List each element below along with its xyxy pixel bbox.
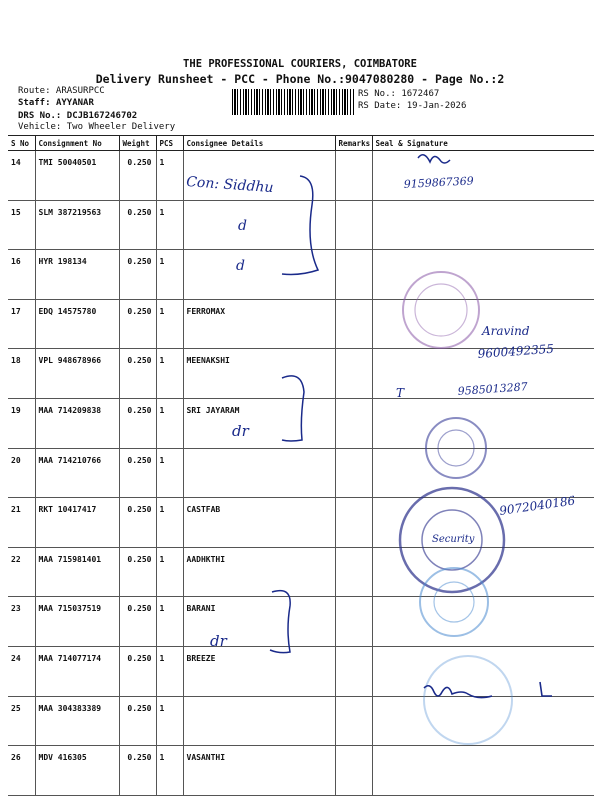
col-header-seal: Seal & Signature	[372, 136, 594, 151]
col-header-remarks: Remarks	[335, 136, 372, 151]
cell-seal-signature	[372, 299, 594, 349]
col-header-sno: S No	[8, 136, 35, 151]
cell-seal-signature	[372, 696, 594, 746]
cell-weight: 0.250	[119, 200, 156, 250]
table-row	[8, 547, 594, 597]
cell-consignee	[183, 448, 335, 498]
staff-label: Staff:	[18, 98, 51, 108]
cell-pcs: 1	[156, 151, 183, 201]
cell-weight: 0.250	[119, 547, 156, 597]
name-handwriting: Aravind	[482, 324, 530, 338]
cell-sno: 19	[8, 398, 35, 448]
cell-sno: 18	[8, 349, 35, 399]
table-row	[8, 597, 594, 647]
rs-number: RS No.: 1672467	[358, 89, 440, 99]
cell-consignment-no: MAA 304383389	[35, 696, 119, 746]
cell-pcs: 1	[156, 547, 183, 597]
table-row	[8, 448, 594, 498]
cell-consignee: FERROMAX	[183, 299, 335, 349]
rs-date: RS Date: 19-Jan-2026	[358, 101, 467, 111]
cell-consignee: MEENAKSHI	[183, 349, 335, 399]
stamp-security-text: Security	[432, 534, 475, 545]
initial-mark: dr	[210, 632, 227, 650]
cell-remarks	[335, 398, 372, 448]
cell-seal-signature	[372, 547, 594, 597]
table-row	[8, 746, 594, 796]
cell-pcs: 1	[156, 250, 183, 300]
cell-sno: 16	[8, 250, 35, 300]
cell-consignment-no: MAA 714077174	[35, 646, 119, 696]
initial-mark: d	[238, 218, 247, 234]
staff-value: AYYANAR	[55, 98, 94, 108]
cell-seal-signature	[372, 646, 594, 696]
cell-remarks	[335, 448, 372, 498]
cell-weight: 0.250	[119, 398, 156, 448]
cell-sno: 22	[8, 547, 35, 597]
cell-consignment-no: MAA 714209838	[35, 398, 119, 448]
cell-seal-signature	[372, 448, 594, 498]
cell-weight: 0.250	[119, 250, 156, 300]
cell-sno: 20	[8, 448, 35, 498]
table-row	[8, 151, 594, 201]
col-header-weight: Weight	[119, 136, 156, 151]
cell-weight: 0.250	[119, 597, 156, 647]
cell-pcs: 1	[156, 200, 183, 250]
cell-consignee	[183, 200, 335, 250]
cell-consignee: VASANTHI	[183, 746, 335, 796]
col-header-consignment: Consignment No	[35, 136, 119, 151]
cell-weight: 0.250	[119, 498, 156, 548]
cell-consignment-no: EDQ 14575780	[35, 299, 119, 349]
cell-pcs: 1	[156, 349, 183, 399]
cell-remarks	[335, 746, 372, 796]
cell-consignee: BARANI	[183, 597, 335, 647]
table-row	[8, 696, 594, 746]
cell-seal-signature	[372, 349, 594, 399]
phone-handwriting-1: 9159867369	[403, 174, 475, 191]
cell-remarks	[335, 498, 372, 548]
table-row	[8, 349, 594, 399]
cell-seal-signature	[372, 398, 594, 448]
cell-consignee	[183, 696, 335, 746]
phone-handwriting-3: 9585013287	[457, 380, 529, 398]
cell-pcs: 1	[156, 646, 183, 696]
cell-weight: 0.250	[119, 696, 156, 746]
cell-consignment-no: VPL 948678966	[35, 349, 119, 399]
phone-handwriting-4: 9072040186	[498, 493, 577, 518]
drs-label: DRS No.:	[18, 111, 62, 121]
cell-seal-signature	[372, 498, 594, 548]
cell-weight: 0.250	[119, 448, 156, 498]
cell-pcs: 1	[156, 746, 183, 796]
table-row	[8, 498, 594, 548]
company-title: THE PROFESSIONAL COURIERS, COIMBATORE	[183, 58, 417, 70]
cell-weight: 0.250	[119, 646, 156, 696]
table-row	[8, 299, 594, 349]
cell-consignee: SRI JAYARAM	[183, 398, 335, 448]
cell-seal-signature	[372, 746, 594, 796]
initial-mark: d	[236, 258, 245, 274]
cell-weight: 0.250	[119, 151, 156, 201]
cell-sno: 23	[8, 597, 35, 647]
cell-remarks	[335, 151, 372, 201]
delivery-table	[8, 135, 594, 796]
cell-sno: 24	[8, 646, 35, 696]
cell-remarks	[335, 250, 372, 300]
cell-remarks	[335, 200, 372, 250]
cell-seal-signature	[372, 151, 594, 201]
cell-consignment-no: RKT 10417417	[35, 498, 119, 548]
drs-row	[18, 111, 137, 121]
initial-mark: dr	[232, 422, 249, 440]
table-header-row	[8, 136, 594, 151]
runsheet-subtitle: Delivery Runsheet - PCC - Phone No.:9047080280 - Page No.:2	[95, 72, 505, 86]
route-label: Route: ARASURPCC	[18, 86, 105, 96]
cell-remarks	[335, 646, 372, 696]
drs-value: DCJB167246702	[66, 111, 138, 121]
cell-consignee	[183, 250, 335, 300]
cell-pcs: 1	[156, 498, 183, 548]
vehicle-label: Vehicle: Two Wheeler Delivery	[18, 122, 176, 132]
barcode-image	[232, 89, 354, 115]
cell-sno: 21	[8, 498, 35, 548]
cell-consignment-no: MAA 715981401	[35, 547, 119, 597]
cell-pcs: 1	[156, 696, 183, 746]
cell-sno: 14	[8, 151, 35, 201]
cell-sno: 26	[8, 746, 35, 796]
cell-consignment-no: SLM 387219563	[35, 200, 119, 250]
cell-consignee: BREEZE	[183, 646, 335, 696]
cell-consignment-no: HYR 198134	[35, 250, 119, 300]
phone-handwriting-2: 9600492355	[477, 341, 555, 361]
cell-consignee: CASTFAB	[183, 498, 335, 548]
cell-consignment-no: MAA 715037519	[35, 597, 119, 647]
cell-sno: 17	[8, 299, 35, 349]
cell-pcs: 1	[156, 597, 183, 647]
cell-remarks	[335, 696, 372, 746]
table-row	[8, 398, 594, 448]
cell-seal-signature	[372, 200, 594, 250]
cell-pcs: 1	[156, 299, 183, 349]
cell-remarks	[335, 349, 372, 399]
cell-weight: 0.250	[119, 349, 156, 399]
cell-seal-signature	[372, 597, 594, 647]
cell-seal-signature	[372, 250, 594, 300]
cell-consignee	[183, 151, 335, 201]
cell-pcs: 1	[156, 448, 183, 498]
table-row	[8, 250, 594, 300]
signature-mark: T	[396, 386, 405, 400]
table-row	[8, 200, 594, 250]
cell-pcs: 1	[156, 398, 183, 448]
cell-consignment-no: MDV 416305	[35, 746, 119, 796]
cell-remarks	[335, 547, 372, 597]
table-row	[8, 646, 594, 696]
cell-remarks	[335, 597, 372, 647]
cell-remarks	[335, 299, 372, 349]
col-header-consignee: Consignee Details	[183, 136, 335, 151]
cell-sno: 15	[8, 200, 35, 250]
col-header-pcs: PCS	[156, 136, 183, 151]
cell-consignment-no: MAA 714210766	[35, 448, 119, 498]
cell-consignment-no: TMI 50040501	[35, 151, 119, 201]
cell-consignee: AADHKTHI	[183, 547, 335, 597]
cell-sno: 25	[8, 696, 35, 746]
cell-weight: 0.250	[119, 299, 156, 349]
cell-weight: 0.250	[119, 746, 156, 796]
consignee-handwriting: Con: Siddhu	[185, 174, 274, 197]
staff-row	[18, 98, 94, 108]
